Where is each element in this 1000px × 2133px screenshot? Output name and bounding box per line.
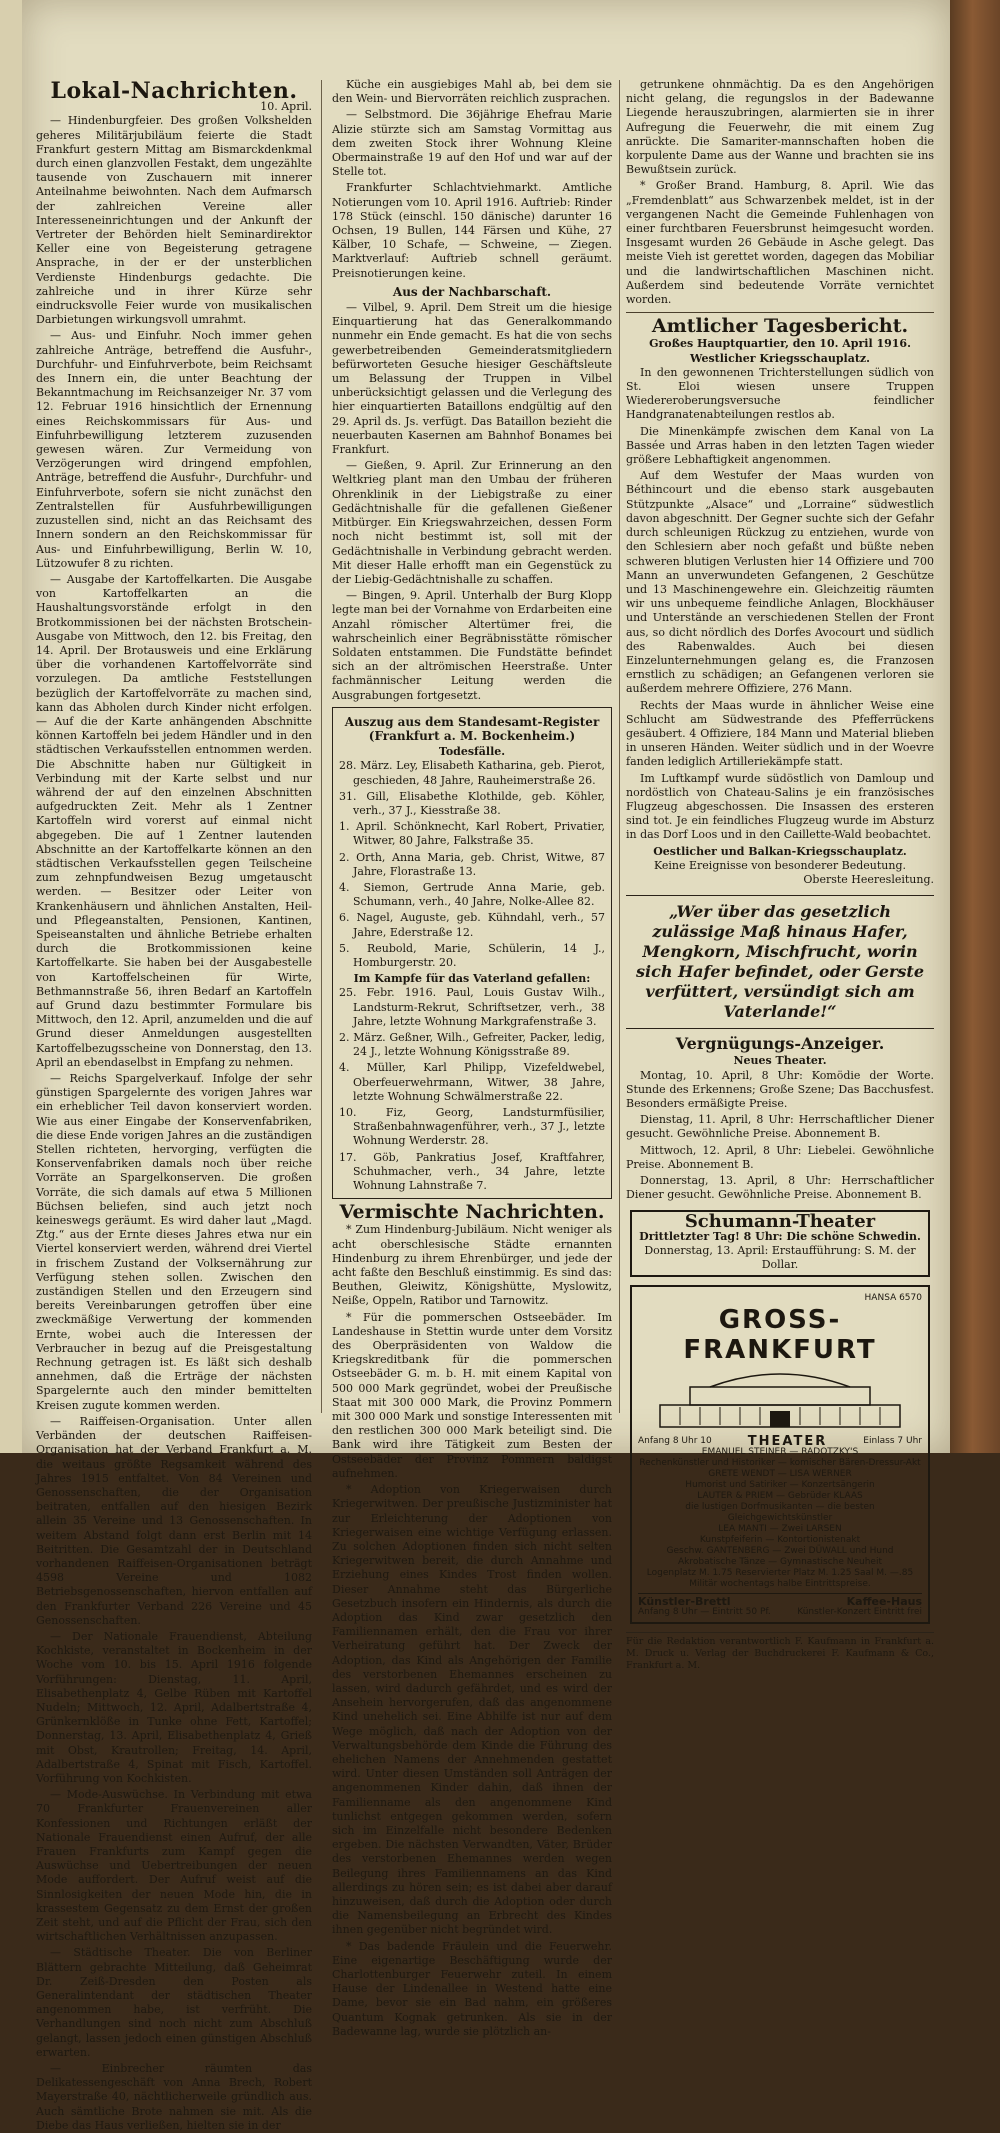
- miscellaneous-title: Vermischte Nachrichten.: [339, 1201, 605, 1224]
- report-signature: Oberste Heeresleitung.: [803, 872, 934, 886]
- program-entry: Dienstag, 11. April, 8 Uhr: Herrschaftlicher Diener gesucht. Gewöhnliche Preise. Abonnement B.: [626, 1113, 934, 1141]
- act-line: LEA MANTI — Zwei LARSEN: [718, 1523, 842, 1534]
- cabaret-label: Künstler-Brettl: [638, 1594, 731, 1608]
- imprint: Für die Redaktion verantwortlich F. Kaufmann in Frankfurt a. M. Druck u. Verlag der Buchdruckerei F. Kaufmann & Co., Frankfurt a. M.: [626, 1632, 934, 1672]
- program-entry: Mittwoch, 12. April, 8 Uhr: Liebelei. Gewöhnliche Preise. Abonnement B.: [626, 1143, 934, 1171]
- report-east: Keine Ereignisse von besonderer Bedeutung.: [653, 858, 907, 872]
- register-subtitle: Todesfälle.: [438, 745, 506, 759]
- market-report: Frankfurter Schlachtviehmarkt. Amtliche Notierungen vom 10. April 1916. Auftrieb: Rinder 178 Stück (einschl. 150 dänische) darunter 16 Ochsen, 19 Bullen, 144 Färsen und Kühe, 27 Kälber, 10 Schafe, — Schweine, — Ziegen. Marktverlauf: Auftrieb schnell geräumt. Preisnotierungen keine.: [332, 181, 612, 280]
- start-time: Anfang 8 Uhr 10: [638, 1435, 712, 1446]
- register-entry: 6. Nagel, Auguste, geb. Kühndahl, verh., 57 Jahre, Ederstraße 12.: [339, 911, 605, 939]
- gross-frankfurt-advert: [630, 1285, 930, 1623]
- report-subtitle-west: Westlicher Kriegsschauplatz.: [690, 351, 870, 365]
- cafe-info: Künstler-Konzert Eintritt frei: [797, 1606, 922, 1617]
- cafe-label: Kaffee-Haus: [846, 1594, 922, 1608]
- column-2: [332, 78, 612, 2038]
- article: getrunkene ohnmächtig. Da es den Angehörigen nicht gelang, die regungslos in der Badewanne Liegende herauszubringen, alarmierten sie in ihrer Aufregung die Feuerwehr, die mit einem Zug anrückte. Die Samariter-mannschaften hoben die korpulente Dame aus der Wanne und brachten sie ins Bewußtsein zurück.: [626, 78, 934, 177]
- column-rule: [619, 80, 620, 1413]
- venue-name: Neues Theater.: [733, 1054, 827, 1068]
- entry-time: Einlass 7 Uhr: [863, 1435, 922, 1446]
- article: * Zum Hindenburg-Jubiläum. Nicht weniger als acht oberschlesische Städte ernannten Hindenburg zu ihrem Ehrenbürger, und jede der acht faßte den Beschluß einstimmig. Es sind das: Beuthen, Gleiwitz, Königshütte, Myslowitz, Neiße, Oppeln, Ratibor und Tarnowitz.: [332, 1223, 612, 1308]
- column-3: [626, 78, 934, 1671]
- register-entry: 5. Reubold, Marie, Schülerin, 14 J., Homburgerstr. 20.: [339, 941, 605, 969]
- article: * Adoption von Kriegerwaisen durch Kriegerwitwen. Der preußische Justizminister hat zur Erleichterung der Adoptionen von Kriegerwaisen eine wichtige Verfügung erlassen. Zu solchen Adoptionen finden sich nicht selten Kriegerwitwen bereit, die durch Annahme und Erziehung eines Kindes Trost finden wollen. Dieser Annahme steht das Bürgerliche Gesetzbuch insofern ein Hindernis, als durch die Adoption das Kind zwar gesetzlich den Familiennamen erhält, den die Frau vor ihrer Verheiratung geführt hat. Der Zweck der Adoption, das Kind als Angehörigen der Familie des verstorbenen Ehemannes erscheinen zu lassen, wird dadurch gefährdet, und es wird der Ansehein hervorgerufen, daß das angenommene Kind unehelich sei. Eine Abhilfe ist nur auf dem Wege möglich, daß nach der Adoption von der Verwaltungsbehörde dem Kinde die Führung des ehelichen Namens der Annehmenden gestattet wird. Unter diesen Umständen soll Anträgen der angenommenen Kinder dahin, daß ihnen der Familienname als den angenommene Kind tunlichst entgegen gekommen werden, sofern sich im Einzelfalle nicht besondere Bedenken ergeben. Die nächsten Verwandten, Väter, Brüder des verstorbenen Ehemannes werden wegen Beilegung ihres Familiennamens an das Kind allerdings zu hören sein; es ist dabei aber darauf hinzuweisen, daß durch die Adoption oder durch die Namensbeilegung an Erbrecht des Kindes ihnen gegenüber nicht begründet wird.: [332, 1483, 612, 1937]
- divider: [626, 312, 934, 313]
- article: * Das badende Fräulein und die Feuerwehr. Eine eigenartige Beschäftigung wurde der Charlottenburger Feuerwehr zuteil. In einem Hause der Lindenallee in Westend hatte eine Dame, bevor sie ein Bad nahm, ein größeres Quantum Kognak getrunken. Als sie in der Badewanne lag, wurde sie plötzlich an-: [332, 1939, 612, 2038]
- cabaret-info: Anfang 8 Uhr — Eintritt 50 Pf.: [638, 1606, 771, 1617]
- act-line: Humorist und Satiriker — Konzertsängerin: [685, 1479, 875, 1490]
- fallen-entry: 2. März. Geßner, Wilh., Gefreiter, Packer, ledig, 24 J., letzte Wohnung Königsstraße 89.: [339, 1031, 605, 1059]
- section-title: Lokal-Nachrichten.: [50, 78, 298, 104]
- theater-building-illustration: [650, 1365, 910, 1431]
- theater-label: THEATER: [747, 1433, 828, 1449]
- phone-number: HANSA 6570: [864, 1293, 922, 1304]
- act-line: Rechenkünstler und Historiker — komischer Bären-Dressur-Akt: [639, 1457, 921, 1468]
- daily-report-title: Amtlicher Tagesbericht.: [651, 315, 909, 338]
- act-line: EMANUEL STEINER — RADOTZKY'S: [701, 1446, 859, 1457]
- program-entry: Donnerstag, 13. April, 8 Uhr: Herrschaftlicher Diener gesucht. Gewöhnliche Preise. Abonnement B.: [626, 1174, 934, 1202]
- neighborhood-title: Aus der Nachbarschaft.: [392, 284, 552, 299]
- gf-title: GROSS-FRANKFURT: [683, 1305, 877, 1366]
- price-line: Logenplatz M. 1.75 Reservierter Platz M. 1.25 Saal M. —.85: [646, 1567, 914, 1578]
- dateline: 10. April.: [260, 100, 312, 114]
- act-line: Geschw. GANTENBERG — Zwei DÜWALL und Hund: [666, 1545, 894, 1556]
- act-line: GRETE WENDT — LISA WERNER: [708, 1468, 852, 1479]
- article: — Gießen, 9. April. Zur Erinnerung an den Weltkrieg plant man den Umbau der früheren Ohrenklinik in der Liebigstraße zu einer Gedächtnishalle für die gefallenen Gießener Mitbürger. Ein Kriegswahrzeichen, dessen Form noch nicht bestimmt ist, soll mit der Gedächtnishalle in Verbindung gebracht werden. Mit dieser Halle erhofft man ein Gegenstück zu der Liebig-Gedächtnishalle zu schaffen.: [332, 459, 612, 586]
- previous-page-edge: [0, 0, 24, 1453]
- report-lead: Großes Hauptquartier, den 10. April 1916.: [649, 337, 911, 351]
- article: — Bingen, 9. April. Unterhalb der Burg Klopp legte man bei der Vornahme von Erdarbeiten eine Anzahl römischer Altertümer frei, die wahrscheinlich einer Begräbnisstätte römischer Soldaten entstammen. Die Fundstätte befindet sich an der altrömischen Heerstraße. Unter fachmännischer Leitung werden die Ausgrabungen fortgesetzt.: [332, 589, 612, 702]
- act-line: LAUTER & PRIEM — Gebrüder KLAAS: [697, 1490, 863, 1501]
- program-entry: Montag, 10. April, 8 Uhr: Komödie der Worte. Stunde des Erkennens; Große Szene; Das Bacchusfest. Besonders ermäßigte Preise.: [626, 1068, 934, 1110]
- report-paragraph: Auf dem Westufer der Maas wurden von Béthincourt und die ebenso stark ausgebauten Stützpunkte „Alsace“ und „Lorraine“ südwestlich davon abgeschnitt. Der Gegner suchte sich der Gefahr durch schleunigen Rückzug zu entziehen, wurde von den Schlesiern aber noch gefaßt und büßte neben schweren blutigen Verlusten hier 14 Offiziere und 700 Mann an unverwundeten Gefangenen, 2 Geschütze und 13 Maschinengewehre ein. Gleichzeitig räumten wir uns unbequeme feindliche Anlagen, Blockhäuser und Unterstände an verschiedenen Stellen der Front aus, so dicht nördlich des Dorfes Avocourt und südlich des Rabenwaldes. Auch bei diesen Einzelunternehmungen gelang es, die Franzosen ernstlich zu schädigen; an Gefangenen verloren sie außerdem mehrere Offiziere, 276 Mann.: [626, 469, 934, 696]
- book-binding: [950, 0, 1000, 1453]
- article: — Hindenburgfeier. Des großen Volkshelden geheres Militärjubiläum feierte die Stadt Frankfurt gestern Mittag am Bismarckdenkmal durch einen glanzvollen Festakt, dem ungezählte tausende von Zuschauern mit innerer Anteilnahme beiwohnten. Nach dem Aufmarsch der zahlreichen Vereine aller Interesseneinrichtungen und der Ankunft der Vertreter der Behörden hielt Seminardirektor Keller eine von Begeisterung getragene Ansprache, in der er der unsterblichen Verdienste Hindenburgs gedachte. Die zahlreiche und in ihrer Kürze sehr eindrucksvolle Feier wurde von musikalischen Darbietungen wirkungsvoll umrahmt.: [36, 114, 312, 327]
- register-entry: 1. April. Schönknecht, Karl Robert, Privatier, Witwer, 80 Jahre, Falkstraße 35.: [339, 820, 605, 848]
- civil-register-box: [332, 707, 612, 1200]
- article: — Aus- und Einfuhr. Noch immer gehen zahlreiche Anträge, betreffend die Ausfuhr-, Durchfuhr- und Einfuhrverbote, beim Reichsamt des Innern ein, die unter Beachtung der Bekanntmachung im Reichsanzeiger Nr. 37 vom 12. Februar 1916 hinsichtlich der Ernennung eines Reichskommissars für Aus- und Einfuhrbewilligung letzterem zuzusenden gewesen wären. Zur Vermeidung von Verzögerungen wird dringend empfohlen, Anträge, betreffend die Ausfuhr-, Durchfuhr- und Einfuhrverbote, sofern sie nicht zunächst den Zentralstellen für Ausfuhrbewilligungen zuzustellen sind, nicht an das Reichsamt des Innern sondern an den Reichskommissar für Aus- und Einfuhrbewilligung, Berlin W. 10, Lützowufer 8 zu richten.: [36, 329, 312, 570]
- article: — Städtische Theater. Die von Berliner Blättern gebrachte Mitteilung, daß Geheimrat Dr. Zeiß-Dresden den Posten als Generalintendant der städtischen Theater angenommen habe, ist verfrüht. Die Verhandlungen sind noch nicht zum Abschluß gelangt, lassen jedoch einen günstigen Abschluß erwarten.: [36, 1946, 312, 2059]
- article: * Für die pommerschen Ostseebäder. Im Landeshause in Stettin wurde unter dem Vorsitz des Oberpräsidenten von Waldow die Kriegskreditbank für die pommerschen Ostseebäder G. m. b. H. mit einem Kapital von 500 000 Mark gegründet, wobei der Preußische Staat mit 300 000 Mark, die Provinz Pommern mit 300 000 Mark und sonstige Interessenten mit den restlichen 300 000 Mark beteiligt sind. Die Bank wird ihre Tätigkeit zum Besten der Ostseebäder der Provinz Pommern baldigst aufnehmen.: [332, 1310, 612, 1480]
- report-subtitle-east: Oestlicher und Balkan-Kriegsschauplatz.: [653, 844, 907, 858]
- report-paragraph: In den gewonnenen Trichterstellungen südlich von St. Eloi wiesen unsere Truppen Wiedereroberungsversuche feindlicher Handgranatenabteilungen restlos ab.: [626, 365, 934, 422]
- schumann-line: Drittletzter Tag! 8 Uhr: Die schöne Schwedin.: [639, 1229, 921, 1243]
- report-paragraph: Im Luftkampf wurde südöstlich von Damloup und nordöstlich von Chateau-Salins je ein französisches Flugzeug abgeschossen. Die Insassen des ersteren sind tot. Je ein feindliches Flugzeug wurde im Absturz in das Dorf Loos und in den Caillette-Wald beobachtet.: [626, 771, 934, 842]
- fallen-entry: 4. Müller, Karl Philipp, Vizefeldwebel, Oberfeuerwehrmann, Witwer, 38 Jahre, letzte Wohnung Schwälmerstraße 22.: [339, 1061, 605, 1103]
- act-line: Akrobatische Tänze — Gymnastische Neuheit: [677, 1556, 882, 1567]
- schumann-theater-advert: [630, 1210, 930, 1277]
- article: — Reichs Spargelverkauf. Infolge der sehr günstigen Spargelernte des vorigen Jahres war ein erheblicher Teil davon konserviert worden. Wie aus einer Eingabe der Konservenfabriken, die diese Ende vorigen Jahres an die zuständigen Stellen richteten, hervorging, verfügten die Konservenfabriken damals noch über reiche Vorräte an Spargelkonserven. Die großen Vorräte, die sich damals auf etwa 5 Millionen Büchsen beliefen, sind auch jetzt noch keineswegs geräumt. Es wird daher laut „Magd. Ztg.“ aus der Ernte dieses Jahres etwa nur ein Viertel konserviert werden, während drei Viertel in frischem Zustand der Volksernährung zur Verfügung stehen sollen. Zwischen den zuständigen Stellen und den Erzeugern sind bereits Vereinbarungen getroffen über eine zweckmäßige Verwertung der kommenden Ernte, wobei auch die Interessen der Verbraucher in bezug auf die Preisgestaltung Rechnung getragen ist. Es läßt sich deshalb annehmen, daß die Erträge der nächsten Spargelernte auch den minder bemittelten Kreisen zugute kommen werden.: [36, 1072, 312, 1412]
- register-entry: 31. Gill, Elisabethe Klothilde, geb. Köhler, verh., 37 J., Kiesstraße 38.: [339, 789, 605, 817]
- article: — Einbrecher räumten das Delikatessengeschäft von Anna Brech, Robert Mayerstraße 40, nächtlicherweile gründlich aus. Auch sämtliche Brote nahmen sie mit. Als die Diebe das Haus verließen, hielten sie in der: [36, 2062, 312, 2132]
- register-entry: 4. Siemon, Gertrude Anna Marie, geb. Schumann, verh., 40 Jahre, Nolke-Allee 82.: [339, 880, 605, 909]
- fallen-subtitle: Im Kampfe für das Vaterland gefallen:: [353, 972, 591, 986]
- article: — Selbstmord. Die 36jährige Ehefrau Marie Alizie stürzte sich am Samstag Vormittag aus dem zweiten Stock ihrer Wohnung Kleine Obermainstraße 19 auf den Hof und war auf der Stelle tot.: [332, 108, 612, 179]
- report-paragraph: Rechts der Maas wurde in ähnlicher Weise eine Schlucht am Südwestrande des Pfefferrückens gesäubert. 4 Offiziere, 184 Mann und Material blieben in unseren Händen. Weiter südlich und in der Woevre fanden lediglich Artilleriekämpfe statt.: [626, 698, 934, 769]
- article: — Mode-Auswüchse. In Verbindung mit etwa 70 Frankfurter Frauenvereinen aller Konfessionen und Richtungen erläßt der Nationale Frauendienst einen Aufruf, der alle Frauen Frankfurts zum Kampf gegen die Auswüchse und Uebertreibungen der neuen Mode auffordert. Der Aufruf weist auf die Sinnlosigkeiten der neuen Mode hin, die in krassestem Gegensatz zu dem Ernst der großen Zeit steht, und auf die Pflicht der Frau, sich den wirtschaftlichen Verhältnissen anzupassen.: [36, 1788, 312, 1944]
- amusement-title: Vergnügungs-Anzeiger.: [675, 1034, 885, 1054]
- report-paragraph: Die Minenkämpfe zwischen dem Kanal von La Bassée und Arras haben in den letzten Tagen wieder größere Lebhaftigkeit angenommen.: [626, 424, 934, 467]
- register-entry: 2. Orth, Anna Maria, geb. Christ, Witwe, 87 Jahre, Florastraße 13.: [339, 850, 605, 878]
- column-1: [36, 70, 312, 2132]
- article: — Ausgabe der Kartoffelkarten. Die Ausgabe von Kartoffelkarten an die Haushaltungsvorstände erfolgt in den Brotkommissionen bei der nächsten Brotschein-Ausgabe von Mittwoch, den 12. bis Freitag, den 14. April. Der Brotausweis und eine Erklärung über die vorhandenen Kartoffelvorräte sind vorzulegen. Da amtliche Feststellungen bezüglich der Kartoffelvorräte zu machen sind, kann das Abholen durch Kinder nicht erfolgen. — Auf die der Karte anhängenden Abschnitte können Kartoffeln bei jedem Händler und in den städtischen Verkaufsstellen entnommen werden. Die Abschnitte haben nur Gültigkeit in Verbindung mit der Karte selbst und nur während der auf den einzelnen Abschnitten aufgedruckten Zeit. Mehr als 1 Zentner Kartoffeln wird vorerst auf einmal nicht abgegeben. Die auf 1 Zentner lautenden Abschnitte an der Kartoffelkarte können an den städtischen Verkaufsstellen gegen Teilscheine zum zehnpfundweisen Bezug umgetauscht werden. — Besitzer oder Leiter von Krankenhäusern und ähnlichen Anstalten, Heil- und Pflegeanstalten, Pensionen, Kantinen, Speiseanstalten und ähnliche Betriebe erhalten durch die Brotkommissionen keine Kartoffelkarte. Sie haben bei der Ausgabestelle von Kartoffelscheinen für Wirte, Bethmannstraße 56, ihren Bedarf an Kartoffeln auf Grund dazu bestimmter Formulare bis Mittwoch, den 12. April, anzumelden und die auf Grund dieser Anmeldungen ausgestellten Kartoffelbezugsscheine von Donnerstag, den 13. April an ebendaselbst in Empfang zu nehmen.: [36, 572, 312, 1069]
- fallen-entry: 10. Fiz, Georg, Landsturmfüsilier, Straßenbahnwagenführer, verh., 37 J., letzte Wohnung Werderstr. 28.: [339, 1106, 605, 1148]
- newspaper-page: [22, 0, 950, 2132]
- article: * Großer Brand. Hamburg, 8. April. Wie das „Fremdenblatt“ aus Schwarzenbek meldet, ist in der vergangenen Nacht die Gemeinde Fuhlenhagen von einer furchtbaren Feuersbrunst heimgesucht worden. Insgesamt wurden 26 Gebäude in Asche gelegt. Das meiste Vieh ist gerettet worden, dagegen das Mobiliar und die landwirtschaftlichen Maschinen nicht. Außerdem sind bedeutende Vorräte vernichtet worden.: [626, 179, 934, 307]
- price-line: Militär wochentags halbe Eintrittspreise.: [689, 1578, 871, 1589]
- act-line: die lustigen Dorfmusikanten — die besten Gleichgewichtskünstler: [685, 1501, 875, 1523]
- warning-advert: „Wer über das gesetzlich zulässige Maß hinaus Hafer, Mengkorn, Mischfrucht, worin sich Hafer befindet, oder Gerste verfüttert, versündigt sich am Vaterlande!“: [626, 895, 934, 1029]
- act-line: Kunstpfeiferin — Kontortionistenakt: [699, 1534, 861, 1545]
- register-entry: 28. März. Ley, Elisabeth Katharina, geb. Pierot, geschieden, 48 Jahre, Rauheimerstraße 26.: [339, 759, 605, 787]
- schumann-title: Schumann-Theater: [684, 1211, 876, 1233]
- register-title: Auszug aus dem Standesamt-Register (Frankfurt a. M. Bockenheim.): [344, 714, 600, 743]
- schumann-line: Donnerstag, 13. April: Erstaufführung: S. M. der Dollar.: [644, 1243, 916, 1272]
- article: Küche ein ausgiebiges Mahl ab, bei dem sie den Wein- und Biervorräten reichlich zusprachen.: [332, 78, 612, 106]
- article: — Vilbel, 9. April. Dem Streit um die hiesige Einquartierung hat das Generalkommando nunmehr ein Ende gemacht. Es hat die von sechs gewerbetreibenden Gemeinderatsmitgliedern befürworteten Gesuche hiesiger Geschäftsleute um Belassung der Truppen in Vilbel unberücksichtigt gelassen und die Verlegung des hier einquartierten Bataillons endgültig auf den 29. April ds. Js. verfügt. Das Bataillon bezieht die neuerbauten Kasernen am Bahnhof Bonames bei Frankfurt.: [332, 301, 612, 457]
- article: — Raiffeisen-Organisation. Unter allen Verbänden der deutschen Raiffeisen-Organisation hat der Verband Frankfurt a. M. die weitaus größte Regsamkeit während des Jahres 1915 entfaltet. Von 84 Vereinen und Genossenschaften, die der Organisation beitraten, entfallen auf den hiesigen Bezirk allein 35 Vereine und 13 Genossenschaften. In weitem Abstand folgt dann erst Berlin mit 14 Beitritten. Die Gesamtzahl der in Deutschland vorhandenen Raiffeisen-Organisationen beträgt 4598 Vereine und 1082 Betriebsgenossenschaften, hiervon entfallen auf den Frankfurter Verband 226 Vereine und 45 Genossenschaften.: [36, 1414, 312, 1627]
- fallen-entry: 25. Febr. 1916. Paul, Louis Gustav Wilh., Landsturm-Rekrut, Schriftsetzer, verh., 38 Jahre, letzte Wohnung Markgrafenstraße 3.: [339, 986, 605, 1028]
- column-rule: [321, 80, 322, 1413]
- fallen-entry: 17. Göb, Pankratius Josef, Kraftfahrer, Schuhmacher, verh., 34 Jahre, letzte Wohnung Lahnstraße 7.: [339, 1150, 605, 1193]
- article: — Der Nationale Frauendienst, Abteilung Kochkiste, veranstaltet in Bockenheim in der Woche vom 10. bis 15. April 1916 folgende Vorführungen: Dienstag, 11. April, Elisabethenplatz 4, Gelbe Rüben mit Kartoffel Nudeln; Mittwoch, 12. April, Adalbertstraße 4, Grünkernklöße in Tunke ohne Fett, Kartoffel; Donnerstag, 13. April, Elisabethenplatz 4, Grieß mit Obst, Krautrollen; Freitag, 14. April, Adalbertstraße 4, Spinat mit Fisch, Kartoffel. Vorführung von Kochkisten.: [36, 1629, 312, 1785]
